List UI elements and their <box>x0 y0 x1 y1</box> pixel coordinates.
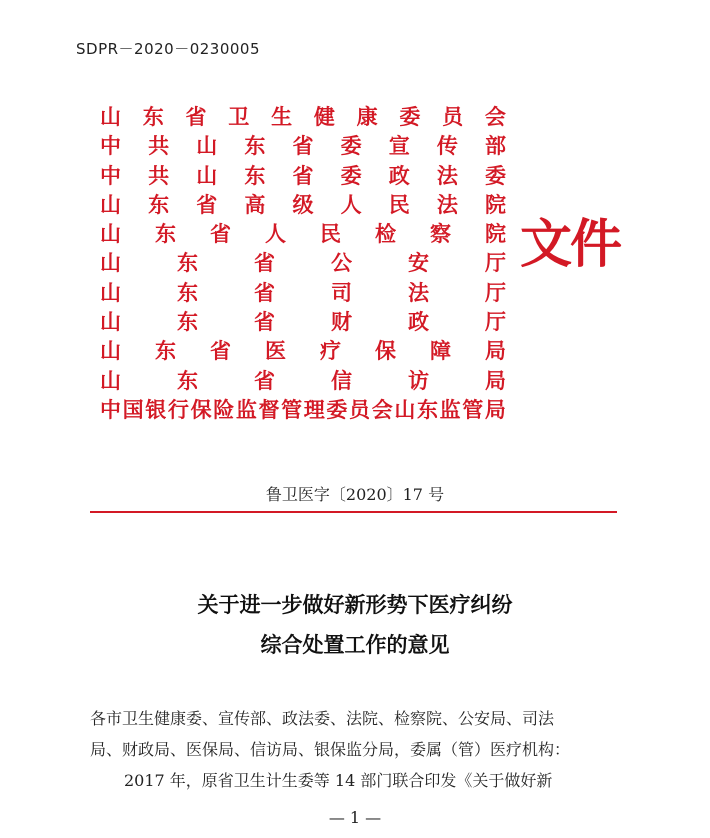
issuer-char: 省 <box>196 191 218 217</box>
issuer-char: 山 <box>196 133 218 159</box>
issuer-char: 山 <box>100 221 121 247</box>
issuer-char: 法 <box>408 279 429 305</box>
issuer-char: 省 <box>185 104 207 129</box>
issuer-char: 理 <box>303 396 325 422</box>
issuer-char: 厅 <box>485 309 506 335</box>
issuer-char: 员 <box>349 396 371 422</box>
issuer-char: 检 <box>375 221 396 247</box>
page-number: — 1 — <box>328 808 382 827</box>
issuer-char: 民 <box>388 191 410 217</box>
issuer-char: 省 <box>254 367 275 393</box>
issuer-line <box>100 131 506 160</box>
red-divider <box>90 511 617 513</box>
issuer-char: 信 <box>331 367 352 393</box>
issuer-char: 山 <box>100 250 121 276</box>
issuer-char: 委 <box>485 162 506 188</box>
issuer-char: 卫 <box>228 104 250 129</box>
issuer-char: 人 <box>340 191 362 217</box>
issuer-char: 银 <box>145 396 167 422</box>
issuer-char: 院 <box>485 191 506 217</box>
issuer-char: 监 <box>235 396 257 422</box>
issuer-char: 东 <box>177 367 198 393</box>
issuer-char: 司 <box>331 279 352 305</box>
issuer-char: 健 <box>313 104 335 129</box>
issuer-char: 山 <box>100 191 121 217</box>
issuer-char: 委 <box>399 104 421 129</box>
issuer-char: 局 <box>485 367 506 393</box>
issuer-char: 察 <box>430 221 451 247</box>
issuer-line <box>100 102 506 131</box>
issuer-line <box>100 278 506 307</box>
body-text <box>90 703 617 796</box>
issuer-char: 疗 <box>320 338 341 364</box>
issuer-char: 局 <box>484 396 506 422</box>
issuer-char: 传 <box>436 133 458 159</box>
issuer-char: 共 <box>148 162 170 188</box>
issuer-char: 保 <box>375 338 396 364</box>
issuer-char: 共 <box>148 133 170 159</box>
body-line-2: 局、财政局、医保局、信访局、银保监分局，委属（管）医疗机构： <box>90 740 571 759</box>
doc-number: SDPR－2020－0230005 <box>76 40 261 58</box>
issuer-char: 省 <box>210 338 231 364</box>
issuer-char: 委 <box>340 133 362 159</box>
issuer-char: 院 <box>485 221 506 247</box>
issuer-char: 东 <box>155 338 176 364</box>
issuer-char: 高 <box>244 191 266 217</box>
issuer-char: 山 <box>100 104 121 129</box>
issuer-char: 省 <box>210 221 231 247</box>
issuer-line <box>100 336 506 365</box>
issuer-char: 康 <box>356 104 378 129</box>
title-line-1: 关于进一步做好新形势下医疗纠纷 <box>197 592 513 617</box>
issuer-char: 会 <box>484 104 506 129</box>
issuer-char: 东 <box>177 279 198 305</box>
issuer-char: 山 <box>100 338 121 364</box>
issuer-char: 员 <box>442 104 464 129</box>
issuer-char: 东 <box>148 191 170 217</box>
issuing-agencies <box>100 102 506 424</box>
issuer-char: 厅 <box>485 279 506 305</box>
issuer-char: 法 <box>436 162 458 188</box>
issuer-char: 安 <box>408 250 429 276</box>
issuer-char: 财 <box>331 309 352 335</box>
issuer-char: 生 <box>271 104 293 129</box>
issuer-char: 局 <box>485 338 506 364</box>
issuer-char: 国 <box>122 396 144 422</box>
issuer-char: 监 <box>439 396 461 422</box>
issuer-char: 民 <box>320 221 341 247</box>
issuer-char: 东 <box>142 104 164 129</box>
issuer-char: 东 <box>244 162 266 188</box>
issuer-char: 督 <box>258 396 280 422</box>
issuer-char: 管 <box>462 396 484 422</box>
issuer-char: 人 <box>265 221 286 247</box>
issuer-char: 访 <box>408 367 429 393</box>
title-line-2: 综合处置工作的意见 <box>260 632 450 657</box>
issuer-char: 障 <box>430 338 451 364</box>
issuer-char: 级 <box>292 191 314 217</box>
issuer-char: 委 <box>326 396 348 422</box>
issuer-char: 政 <box>388 162 410 188</box>
issuer-char: 中 <box>100 162 121 188</box>
file-number: 鲁卫医字〔2020〕17 号 <box>265 485 445 504</box>
issuer-char: 政 <box>408 309 429 335</box>
issuer-line <box>100 395 506 424</box>
issuer-char: 山 <box>100 279 121 305</box>
issuer-char: 厅 <box>485 250 506 276</box>
issuer-char: 东 <box>177 250 198 276</box>
issuer-line <box>100 219 506 248</box>
issuer-char: 东 <box>244 133 266 159</box>
issuer-char: 医 <box>265 338 286 364</box>
issuer-char: 管 <box>281 396 303 422</box>
issuer-char: 东 <box>177 309 198 335</box>
body-line-1: 各市卫生健康委、宣传部、政法委、法院、检察院、公安局、司法 <box>90 709 555 728</box>
issuer-char: 东 <box>416 396 438 422</box>
issuer-char: 山 <box>100 367 121 393</box>
issuer-char: 山 <box>394 396 416 422</box>
issuer-char: 法 <box>436 191 458 217</box>
issuer-line <box>100 190 506 219</box>
issuer-char: 委 <box>340 162 362 188</box>
issuer-char: 部 <box>485 133 506 159</box>
issuer-char: 省 <box>292 162 314 188</box>
issuer-char: 东 <box>155 221 176 247</box>
issuer-char: 省 <box>254 250 275 276</box>
document-type-label: 文件 <box>520 214 621 275</box>
issuer-line <box>100 366 506 395</box>
issuer-char: 宣 <box>388 133 410 159</box>
issuer-char: 会 <box>371 396 393 422</box>
issuer-char: 险 <box>213 396 235 422</box>
issuer-char: 保 <box>190 396 212 422</box>
issuer-char: 公 <box>331 250 352 276</box>
issuer-char: 中 <box>100 396 121 422</box>
issuer-line <box>100 307 506 336</box>
issuer-char: 省 <box>254 279 275 305</box>
issuer-char: 山 <box>100 309 121 335</box>
issuer-char: 省 <box>292 133 314 159</box>
issuer-char: 山 <box>196 162 218 188</box>
issuer-line <box>100 248 506 277</box>
issuer-char: 行 <box>167 396 189 422</box>
issuer-char: 省 <box>254 309 275 335</box>
issuer-char: 中 <box>100 133 121 159</box>
document-title <box>0 590 710 670</box>
issuer-line <box>100 161 506 190</box>
body-line-3: 2017 年，原省卫生计生委等 14 部门联合印发《关于做好新 <box>124 771 553 790</box>
